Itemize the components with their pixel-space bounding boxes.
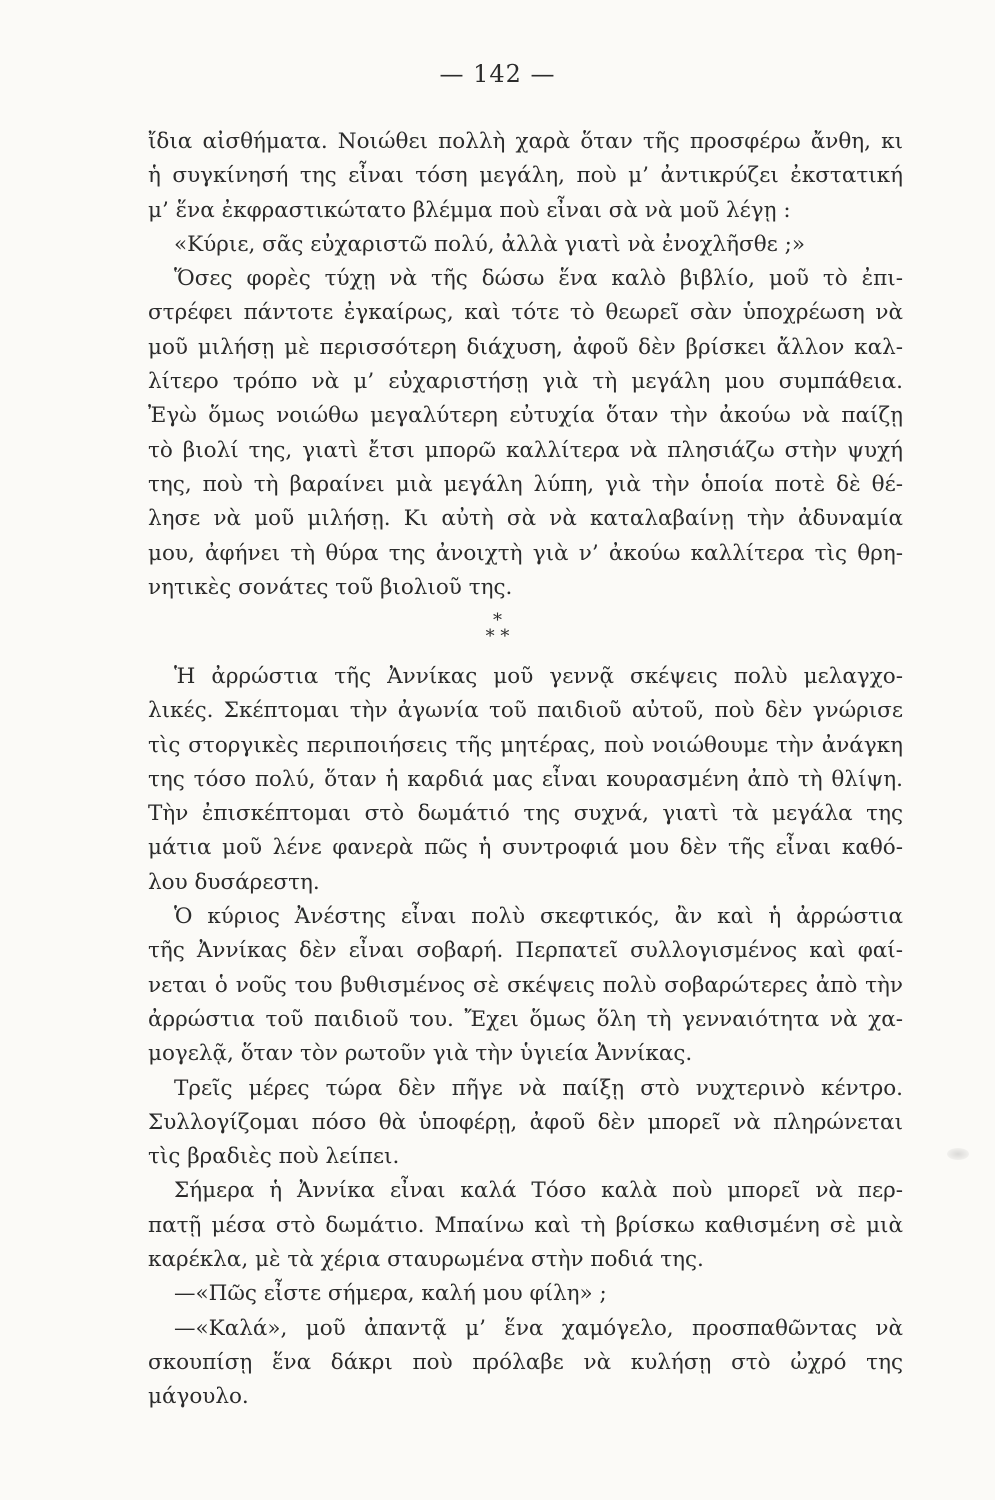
text-line: της τόσο πολύ, ὅταν ἡ καρδιά μας εἶναι κουρασμένη ἀπὸ τὴ θλίψη. — [148, 766, 903, 792]
text-line: τῆς Ἀννίκας δὲν εἶναι σοβαρή. Περπατεῖ συλλογισμένος καὶ φαί- — [148, 938, 903, 964]
text-line: —«Καλά», μοῦ ἀπαντᾷ μ’ ἕνα χαμόγελο, προσπαθῶντας νὰ — [174, 1315, 903, 1341]
text-line: Ἐγὼ ὅμως νοιώθω μεγαλύτερη εὐτυχία ὅταν τὴν ἀκούω νὰ παίζῃ — [148, 403, 903, 429]
text-line: λου δυσάρεστη. — [148, 869, 320, 895]
text-line: «Κύριε, σᾶς εὐχαριστῶ πολύ, ἀλλὰ γιατὶ νὰ ἐνοχλῆσθε ;» — [174, 231, 806, 257]
text-line: τὶς βραδιὲς ποὺ λείπει. — [148, 1144, 400, 1170]
text-line: μάτια μοῦ λένε φανερὰ πῶς ἡ συντροφιά μου δὲν τῆς εἶναι καθό- — [148, 835, 903, 861]
text-line: Τὴν ἐπισκέπτομαι στὸ δωμάτιό της συχνά, γιατὶ τὰ μεγάλα της — [148, 801, 903, 827]
separator-top: * — [493, 610, 502, 631]
text-line: μ’ ἕνα ἐκφραστικώτατο βλέμμα ποὺ εἶναι σὰ νὰ μοῦ λέγῃ : — [148, 197, 791, 223]
text-line: στρέφει πάντοτε ἐγκαίρως, καὶ τότε τὸ θεωρεῖ σὰν ὑποχρέωση νὰ — [148, 300, 903, 326]
text-line: μάγουλο. — [148, 1384, 249, 1410]
text-line: καρέκλα, μὲ τὰ χέρια σταυρωμένα στὴν ποδιά της. — [148, 1247, 704, 1273]
text-line: Σήμερα ἡ Ἀννίκα εἶναι καλά Τόσο καλὰ ποὺ μπορεῖ νὰ περ- — [174, 1178, 903, 1204]
text-line: ἴδια αἰσθήματα. Νοιώθει πολλὴ χαρὰ ὅταν τῆς προσφέρω ἄνθη, κι — [148, 129, 903, 154]
text-line: —«Πῶς εἶστε σήμερα, καλή μου φίλη» ; — [174, 1281, 607, 1307]
text-line: Τρεῖς μέρες τώρα δὲν πῆγε νὰ παίξῃ στὸ νυχτερινὸ κέντρο. — [174, 1075, 903, 1101]
text-line: λησε νὰ μοῦ μιλήσῃ. Κι αὐτὴ σὰ νὰ καταλαβαίνῃ τὴν ἀδυναμία — [148, 506, 903, 532]
text-line: της, ποὺ τὴ βαραίνει μιὰ μεγάλη λύπη, γιὰ τὴν ὁποία ποτὲ δὲ θέ- — [148, 471, 903, 497]
text-line: νητικὲς σονάτες τοῦ βιολιοῦ της. — [148, 574, 513, 600]
text-line: Ἡ ἀρρώστια τῆς Ἀννίκας μοῦ γεννᾷ σκέψεις πολὺ μελαγχο- — [174, 664, 903, 689]
text-line: μοῦ μιλήσῃ μὲ περισσότερη διάχυση, ἀφοῦ δὲν βρίσκει ἄλλον καλ- — [148, 334, 903, 360]
text-line: λίτερο τρόπο νὰ μ’ εὐχαριστήσῃ γιὰ τὴ μεγάλη μου συμπάθεια. — [148, 369, 903, 395]
text-line: Συλλογίζομαι πόσο θὰ ὑποφέρῃ, ἀφοῦ δὲν μπορεῖ νὰ πληρώνεται — [148, 1109, 903, 1135]
text-line: τὸ βιολί της, γιατὶ ἔτσι μπορῶ καλλίτερα νὰ πλησιάζω στὴν ψυχή — [148, 437, 903, 463]
text-line: μογελᾷ, ὅταν τὸν ρωτοῦν γιὰ τὴν ὑγιεία Ἀννίκας. — [148, 1041, 693, 1067]
page-number: — 142 — — [439, 60, 556, 88]
paper-smudge — [947, 1148, 969, 1160]
section-separator — [0, 610, 995, 647]
text-section-2 — [148, 660, 903, 1415]
text-line: Ὅσες φορὲς τύχῃ νὰ τῆς δώσω ἕνα καλὸ βιβλίο, μοῦ τὸ ἐπι- — [174, 266, 903, 292]
text-line: Ὁ κύριος Ἀνέστης εἶναι πολὺ σκεφτικός, ἂν καὶ ἡ ἀρρώστια — [174, 904, 903, 930]
text-line: πατῇ μέσα στὸ δωμάτιο. Μπαίνω καὶ τὴ βρίσκω καθισμένη σὲ μιὰ — [148, 1212, 903, 1238]
text-line: μου, ἀφήνει τὴ θύρα της ἀνοιχτὴ γιὰ ν’ ἀκούω καλλίτερα τὶς θρη- — [148, 540, 903, 566]
separator-bottom: * * — [485, 626, 510, 647]
text-line: νεται ὁ νοῦς του βυθισμένος σὲ σκέψεις πολὺ σοβαρώτερες ἀπὸ τὴν — [148, 972, 903, 998]
text-line: σκουπίσῃ ἕνα δάκρι ποὺ πρόλαβε νὰ κυλήσῃ στὸ ὠχρό της — [148, 1349, 903, 1375]
text-section-1 — [148, 125, 903, 605]
text-line: λικές. Σκέπτομαι τὴν ἀγωνία τοῦ παιδιοῦ αὐτοῦ, ποὺ δὲν γνώρισε — [148, 698, 903, 724]
text-line: ἡ συγκίνησή της εἶναι τόση μεγάλη, ποὺ μ’ ἀντικρύζει ἐκστατική — [148, 163, 903, 189]
text-line: τὶς στοργικὲς περιποιήσεις τῆς μητέρας, ποὺ νοιώθουμε τὴν ἀνάγκη — [148, 732, 903, 758]
text-line: ἀρρώστια τοῦ παιδιοῦ του. Ἔχει ὅμως ὅλη τὴ γενναιότητα νὰ χα- — [148, 1006, 903, 1032]
